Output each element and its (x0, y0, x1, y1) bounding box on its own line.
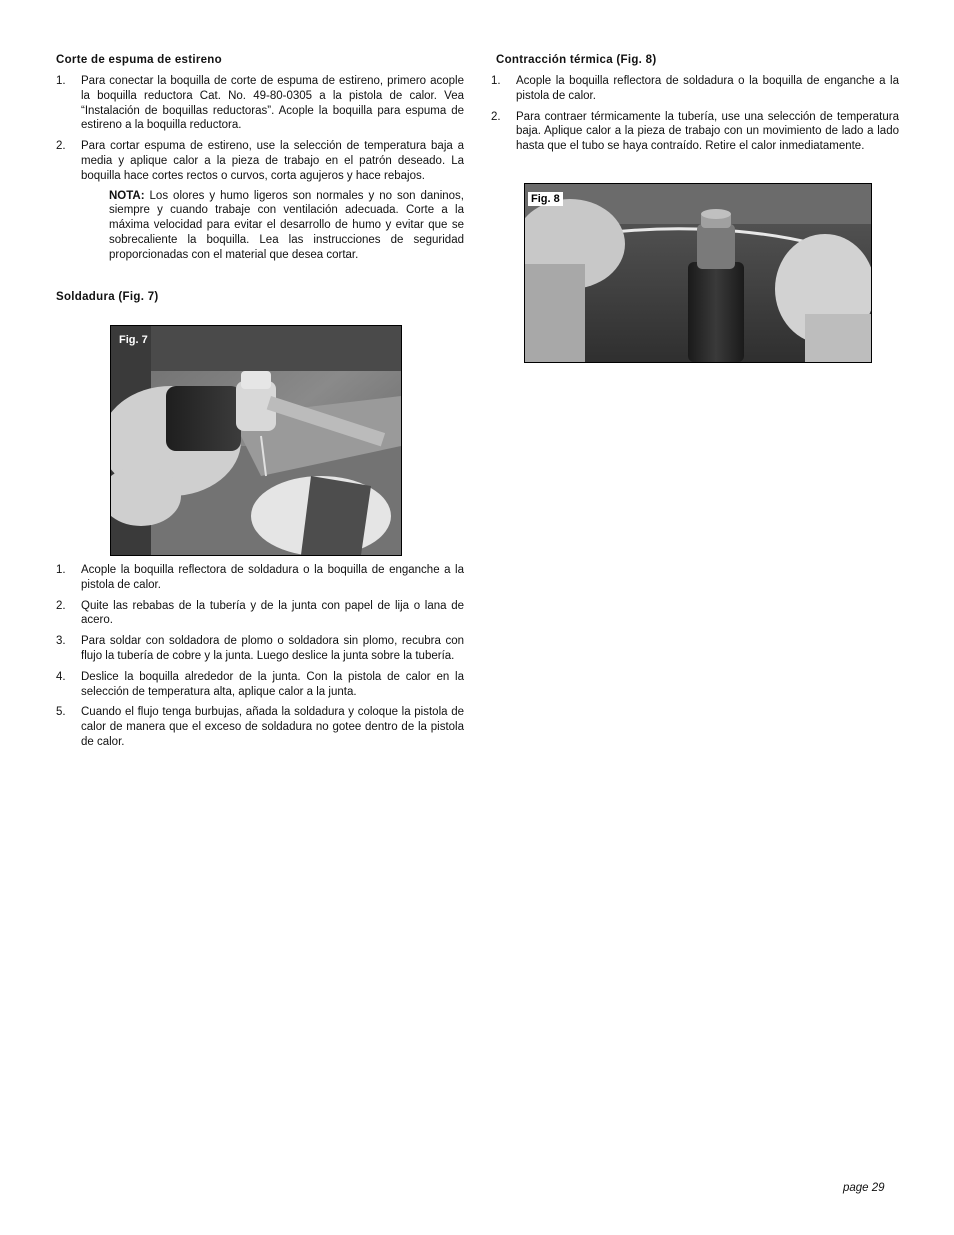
step-text: Para soldar con soldadora de plomo o soldadora sin plomo, recubra con flujo la tubería de cobre y la junta. Luego deslice la junta sobre la tubería. (81, 635, 464, 662)
figure-8-label: Fig. 8 (528, 192, 563, 206)
note-text: Los olores y humo ligeros son normales y no son daninos, siempre y cuando trabaje con ventilación adecuada. Corte a la máxima velocidad para evitar el desarrollo de humo y evitar que se sobrecaliente la boquilla. Lea las instrucciones de seguridad proporcionadas con el material que desea cortar. (109, 189, 464, 261)
step-number: 2. (491, 110, 501, 123)
list-item (56, 599, 464, 629)
step-text: Deslice la boquilla alrededor de la junta. Con la pistola de calor en la selección de temperatura alta, aplique calor a la junta. (81, 670, 464, 698)
step-text: Acople la boquilla reflectora de soldadura o la boquilla de enganche a la pistola de calor. (81, 564, 464, 591)
list-item (56, 705, 464, 749)
figure-8-photo (524, 183, 872, 363)
section-title-styrofoam: Corte de espuma de estireno (56, 54, 222, 66)
step-number: 3. (56, 635, 66, 648)
step-number: 1. (56, 75, 66, 87)
step-text: Acople la boquilla reflectora de soldadura o la boquilla de enganche a la pistola de calor. (516, 75, 899, 102)
step-number: 2. (56, 140, 66, 153)
step-text: Para contraer térmicamente la tubería, use una selección de temperatura baja. Aplique calor a la pieza de trabajo con un movimiento de lado a lado hasta que el tubo se haya contraído. Retire el calor inmediatamente. (516, 110, 899, 153)
note-label: NOTA: (109, 189, 145, 202)
step-number: 2. (56, 599, 66, 612)
list-item (491, 110, 899, 154)
step-text: Quite las rebabas de la tubería y de la junta con papel de lija o lana de acero. (81, 599, 464, 627)
step-number: 1. (56, 564, 66, 576)
section-title-heat-shrink: Contracción térmica (Fig. 8) (496, 54, 657, 66)
figure-7-label: Fig. 7 (119, 334, 148, 346)
heat-shrink-steps (491, 74, 899, 154)
section-title-soldering: Soldadura (Fig. 7) (56, 290, 159, 303)
left-column (56, 52, 464, 311)
styrofoam-steps (56, 74, 464, 263)
step-text: Cuando el flujo tenga burbujas, añada la soldadura y coloque la pistola de calor de manera que el exceso de soldadura no gotee dentro de la pistola de calor. (81, 706, 464, 748)
list-item (56, 74, 464, 133)
soldering-photo-illustration (111, 326, 401, 555)
right-column (491, 52, 899, 160)
list-item (56, 563, 464, 593)
page-number: page 29 (843, 1182, 885, 1194)
step-number: 5. (56, 706, 66, 719)
note (109, 189, 464, 263)
list-item (56, 139, 464, 262)
step-text: Para conectar la boquilla de corte de espuma de estireno, primero acople la boquilla reductora Cat. No. 49-80-0305 a la pistola de calor. Vea “Instalación de boquillas reductoras”. Acople la boquilla para espuma de estireno a la boquilla reductora. (81, 75, 464, 132)
list-item (56, 670, 464, 700)
list-item (491, 74, 899, 104)
list-item (56, 634, 464, 664)
step-number: 4. (56, 670, 66, 683)
step-text: Para cortar espuma de estireno, use la selección de temperatura baja a media y aplique calor a la pieza de trabajo en el patrón deseado. La boquilla hace cortes rectos o curvos, corta agujeros y hace rebajos. (81, 140, 464, 182)
step-number: 1. (491, 75, 501, 87)
heat-shrink-photo-illustration (525, 184, 871, 362)
soldering-steps (56, 563, 464, 756)
figure-7-photo (110, 325, 402, 556)
